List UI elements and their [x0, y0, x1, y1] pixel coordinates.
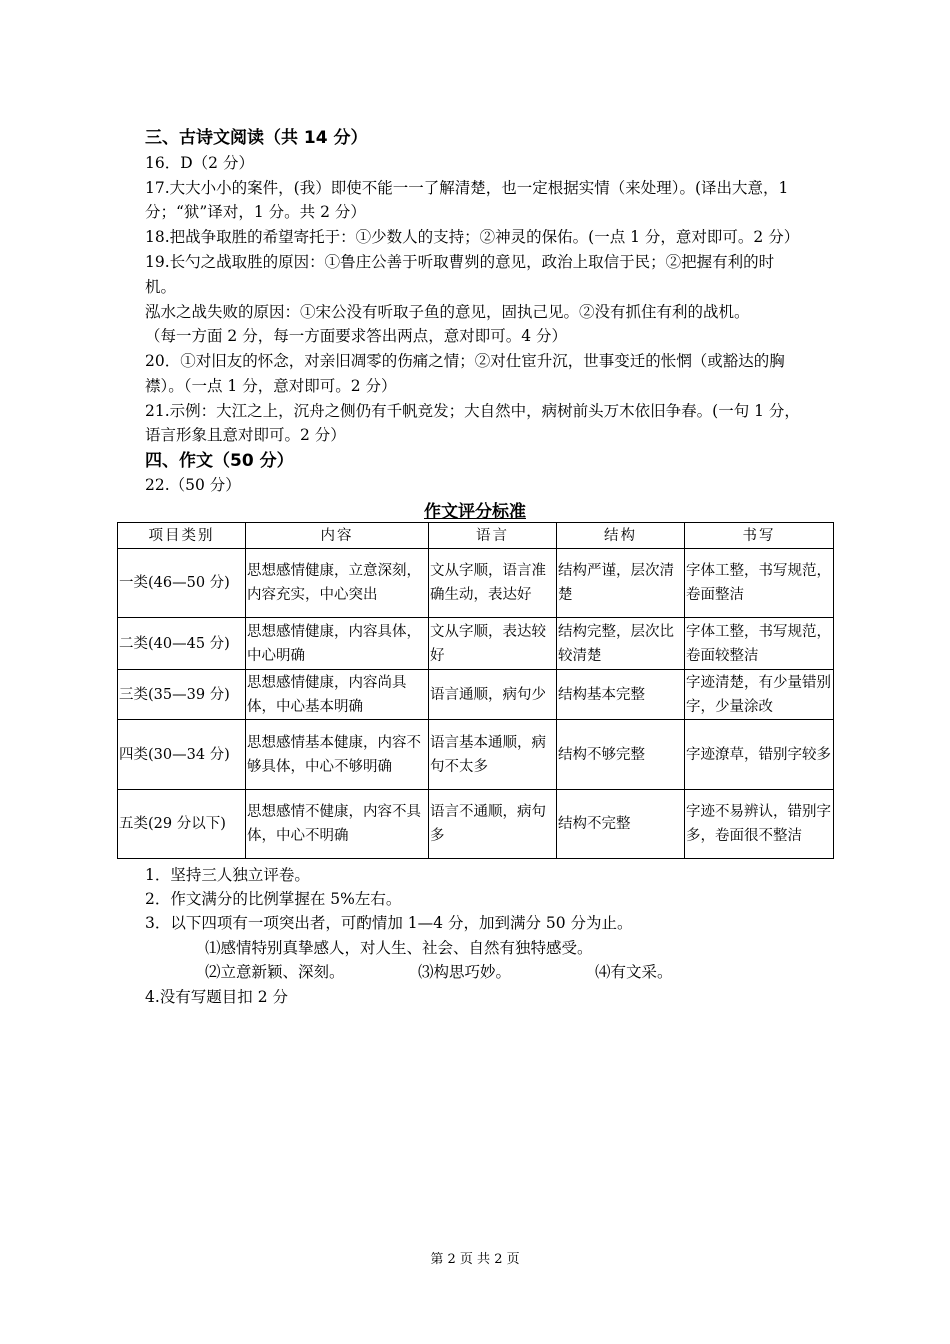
- answer-line: 襟）。（一点 1 分，意对即可。2 分）: [145, 377, 397, 395]
- table-cell: 思想感情不健康，内容不具体，中心不明确: [246, 790, 429, 859]
- header-cell: 项目类别: [118, 523, 246, 549]
- table-cell: 字迹不易辨认，错别字多，卷面很不整洁: [685, 790, 834, 859]
- table-row: [118, 618, 834, 670]
- table-cell: 结构完整，层次比较清楚: [557, 618, 685, 670]
- page-footer: 第 2 页 共 2 页: [430, 1252, 520, 1267]
- essay-item: 22.（50 分）: [145, 476, 241, 494]
- grading-table: [117, 522, 834, 859]
- table-cell: 思想感情健康，立意深刻，内容充实，中心突出: [246, 549, 429, 618]
- table-cell: 四类(30—34 分): [118, 720, 246, 790]
- note-item: 4.没有写题目扣 2 分: [145, 988, 289, 1006]
- note-subitem: ⑴感情特别真挚感人，对人生、社会、自然有独特感受。: [205, 939, 593, 957]
- table-cell: 语言基本通顺，病句不太多: [429, 720, 557, 790]
- table-title-text: 作文评分标准: [424, 502, 526, 522]
- section4-heading: 四、作文（50 分）: [145, 451, 294, 471]
- answer-line: 20．①对旧友的怀念，对亲旧凋零的伤痛之情；②对仕宦升沉，世事变迁的怅惘（或豁达的胸: [145, 352, 785, 370]
- table-cell: 思想感情健康，内容具体，中心明确: [246, 618, 429, 670]
- answer-line: 21.示例：大江之上，沉舟之侧仍有千帆竞发；大自然中，病树前头万木依旧争春。(一句 1 分，: [145, 402, 800, 420]
- table-row: [118, 790, 834, 859]
- note-subitem: ⑷有文采。: [595, 963, 673, 981]
- table-cell: 文从字顺，语言准确生动，表达好: [429, 549, 557, 618]
- table-cell: 结构严谨，层次清楚: [557, 549, 685, 618]
- header-cell: 语言: [429, 523, 557, 549]
- answer-line: 18.把战争取胜的希望寄托于：①少数人的支持；②神灵的保佑。(一点 1 分，意对即可。2 分）: [145, 228, 800, 246]
- header-cell: 结构: [557, 523, 685, 549]
- table-cell: 思想感情健康，内容尚具体，中心基本明确: [246, 670, 429, 720]
- answer-line: 语言形象且意对即可。2 分）: [145, 426, 346, 444]
- table-cell: 文从字顺，表达较好: [429, 618, 557, 670]
- table-cell: 一类(46—50 分): [118, 549, 246, 618]
- table-cell: 语言不通顺，病句多: [429, 790, 557, 859]
- answer-line: 分；“狱”译对，1 分。共 2 分）: [145, 203, 366, 221]
- table-header-row: [118, 523, 834, 549]
- section3-heading: 三、古诗文阅读（共 14 分）: [145, 128, 368, 148]
- header-cell: 书写: [685, 523, 834, 549]
- table-cell: 五类(29 分以下): [118, 790, 246, 859]
- answer-line: 16．D（2 分）: [145, 154, 254, 172]
- table-row: [118, 549, 834, 618]
- note-item: 1．坚持三人独立评卷。: [145, 866, 310, 884]
- table-cell: 字体工整，书写规范，卷面整洁: [685, 549, 834, 618]
- answer-line: 19.长勺之战取胜的原因：①鲁庄公善于听取曹刿的意见，政治上取信于民；②把握有利的时: [145, 253, 775, 271]
- note-subitem: ⑵立意新颖、深刻。: [205, 963, 345, 981]
- answer-line: 17.大大小小的案件，(我）即使不能一一了解清楚，也一定根据实情（来处理）。(译出大意，1: [145, 179, 789, 197]
- answer-line: 机。: [145, 278, 177, 296]
- note-subitem-row: [205, 960, 673, 984]
- table-cell: 三类(35—39 分): [118, 670, 246, 720]
- table-cell: 语言通顺，病句少: [429, 670, 557, 720]
- table-cell: 思想感情基本健康，内容不够具体，中心不够明确: [246, 720, 429, 790]
- answer-line: 泓水之战失败的原因：①宋公没有听取子鱼的意见，固执己见。②没有抓住有利的战机。: [145, 303, 750, 321]
- answer-line: （每一方面 2 分，每一方面要求答出两点，意对即可。4 分）: [145, 327, 568, 345]
- table-cell: 字迹清楚，有少量错别字，少量涂改: [685, 670, 834, 720]
- table-cell: 二类(40—45 分): [118, 618, 246, 670]
- note-subitem: ⑶构思巧妙。: [418, 963, 512, 981]
- table-cell: 结构不完整: [557, 790, 685, 859]
- note-item: 3．以下四项有一项突出者，可酌情加 1—4 分，加到满分 50 分为止。: [145, 914, 633, 932]
- table-cell: 字迹潦草，错别字较多: [685, 720, 834, 790]
- table-cell: 结构基本完整: [557, 670, 685, 720]
- table-cell: 结构不够完整: [557, 720, 685, 790]
- table-title: [0, 497, 950, 522]
- note-item: 2．作文满分的比例掌握在 5%左右。: [145, 890, 402, 908]
- table-cell: 字体工整，书写规范，卷面较整洁: [685, 618, 834, 670]
- header-cell: 内容: [246, 523, 429, 549]
- table-row: [118, 720, 834, 790]
- table-row: [118, 670, 834, 720]
